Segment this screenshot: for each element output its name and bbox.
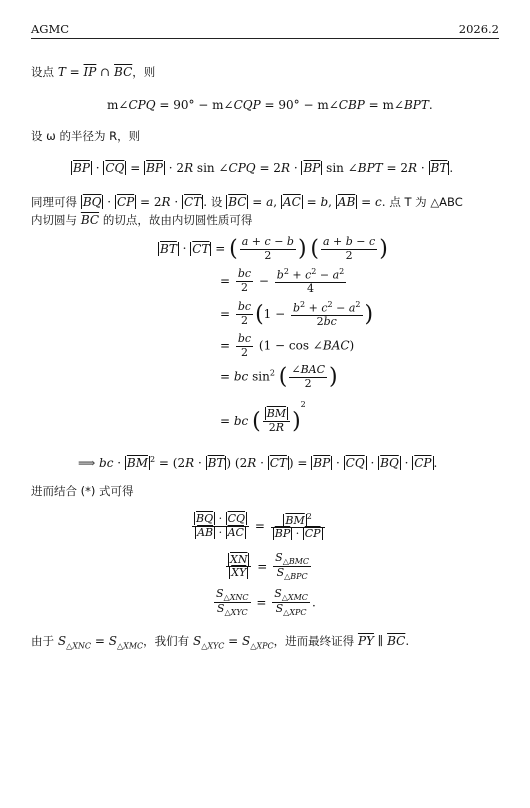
para-5: 进而结合 (*) 式可得 bbox=[31, 484, 134, 498]
final-row-2: $\frac{\overline{XN}}{XY}$ = $\frac{S_{\triangle BMC}}{S_{\triangle BPC}}$ bbox=[224, 552, 313, 582]
para-4: 内切圆与 $\overline{BC}$ 的切点，故由内切圆性质可得 bbox=[31, 213, 253, 227]
header-left: AGMC bbox=[31, 22, 70, 36]
para-2: 设 ω 的半径为 R，则 bbox=[31, 129, 141, 143]
derivation-row-1: $\overline{BT} \cdot \overline{CT}$ = ( $\frac{a + c - b}{2}$ ) ( $\frac{a + b - c}{2}$ ) bbox=[160, 235, 388, 262]
para-6: 由于 $S_{\triangle XNC} = S_{\triangle XMC}$，我们有 $S_{\triangle XYC} = S_{\triangle XPC}$，进而最终证得 $\overline{PY}$ ∥ $\overline{BC}$. bbox=[31, 634, 410, 651]
para-3: 同理可得 $\overline{BQ} \cdot \overline{CP} = 2R \cdot \overline{CT}$ . 设 $\overline{BC} = a$, $\overline{AC} = b$, $\overline{AB} = c$. 点 T 为 △ABC bbox=[31, 195, 463, 209]
derivation-row-2: = $\frac{bc}{2}$ − $\frac{b^2 + c^2 - a^2}{4}$ bbox=[220, 267, 345, 296]
final-row-1: $\frac{\overline{BQ} \cdot \overline{CQ}}{\overline{AB} \cdot \overline{AC}}$ = $\frac{\overline{BM} ^2}{\overline{BP} \cdot \overline{CP}}$ bbox=[190, 512, 327, 541]
para-1: 设点 $T = \overline{IP}$ ∩ $\overline{BC}$，则 bbox=[31, 65, 156, 79]
derivation-row-6: = bc ( $\frac{\overline{BM}}{2R}$ )$^2$ bbox=[220, 400, 306, 434]
derivation-row-5: = bc $\sin^2$ ( $\frac{\text{∠BAC}}{2}$ ) bbox=[220, 363, 338, 390]
derivation-row-3: = $\frac{bc}{2}$ (1 − $\frac{b^2 + c^2 - a^2}{2bc}$ ) bbox=[220, 300, 374, 329]
header-right: 2026.2 bbox=[458, 22, 499, 36]
equation-1: m∠CPQ = 90° − m∠CQP = 90° − m∠CBP = m∠BPT. bbox=[107, 98, 433, 112]
final-row-3: $\frac{S_{\triangle XNC}}{S_{\triangle XYC}}$ = $\frac{S_{\triangle XMC}}{S_{\triangle XPC}}$ . bbox=[216, 587, 316, 618]
derivation-row-4: = $\frac{bc}{2}$ (1 − cos ∠BAC) bbox=[220, 332, 355, 359]
page-header bbox=[31, 22, 499, 39]
equation-3: ⟹ bc · $\overline{BM}$ $^2 = (2R \cdot \overline{BT}$ ) ($2R \cdot \overline{CT}$ ) = $\overline{BP} \cdot \overline{CQ} \cdot \overline{BQ} \cdot \overline{CP}$ . bbox=[78, 455, 438, 470]
equation-2: $\overline{BP} \cdot \overline{CQ} = \overline{BP} \cdot 2R$ sin ∠CPQ = $2R \cdot \overline{BP}$ sin ∠BPT = $2R \cdot \overline{BT}$ . bbox=[73, 161, 454, 175]
